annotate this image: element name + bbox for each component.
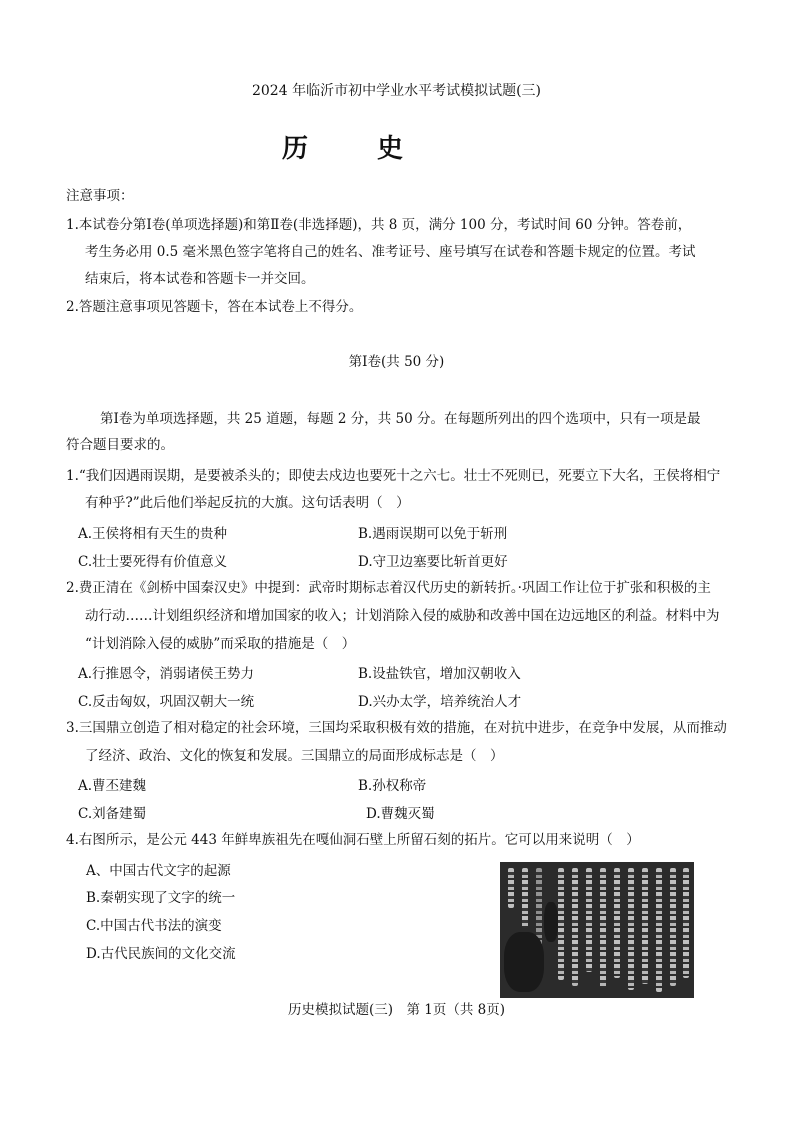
section-title: 第Ⅰ卷(共 50 分)	[348, 354, 445, 370]
question-stem-line: 有种乎?”此后他们举起反抗的大旗。这句话表明（ ）	[85, 495, 410, 511]
option-b[interactable]: B.遇雨误期可以免于斩刑	[358, 526, 508, 542]
option-a[interactable]: A、中国古代文字的起源	[86, 863, 231, 879]
subject-heading: 历 史	[282, 134, 434, 164]
question-stem-line: 2.费正清在《剑桥中国秦汉史》中提到：武帝时期标志着汉代历史的新转折。·巩固工作让位于扩张和积极的主	[66, 580, 711, 596]
inscription-rubbing-image	[500, 862, 694, 998]
question-stem-line: 3.三国鼎立创造了相对稳定的社会环境，三国均采取积极有效的措施，在对抗中进步，在竞争中发展，从而推动	[66, 720, 727, 736]
option-c[interactable]: C.反击匈奴，巩固汉朝大一统	[78, 694, 255, 710]
question-stem-line: 动行动……计划组织经济和增加国家的收入；计划消除入侵的威胁和改善中国在边远地区的利益。材料中为	[85, 608, 720, 624]
option-a[interactable]: A.曹丕建魏	[78, 778, 147, 794]
option-c[interactable]: C.中国古代书法的演变	[86, 918, 222, 934]
option-c[interactable]: C.壮士要死得有价值意义	[78, 554, 228, 570]
option-d[interactable]: D.曹魏灭蜀	[366, 806, 435, 822]
option-d[interactable]: D.兴办太学，培养统治人才	[358, 694, 522, 710]
question-stem-line: 了经济、政治、文化的恢复和发展。三国鼎立的局面形成标志是（ ）	[85, 748, 504, 764]
option-d[interactable]: D.守卫边塞要比斩首更好	[358, 554, 508, 570]
exam-title: 2024 年临沂市初中学业水平考试模拟试题(三)	[251, 83, 541, 99]
notice-heading: 注意事项：	[66, 188, 134, 204]
notice-item-2: 2.答题注意事项见答题卡，答在本试卷上不得分。	[66, 299, 363, 315]
option-b[interactable]: B.孙权称帝	[358, 778, 427, 794]
question-stem-line: 4.右图所示，是公元 443 年鲜卑族祖先在嘎仙洞石壁上所留石刻的拓片。它可以用来说明（ ）	[66, 832, 640, 848]
notice-item-1-line-2: 考生务必用 0.5 毫米黑色签字笔将自己的姓名、准考证号、座号填写在试卷和答题卡规定的位置。考试	[85, 244, 696, 260]
question-stem-line: “计划消除入侵的威胁”而采取的措施是（ ）	[85, 636, 356, 652]
section-intro-line-1: 第Ⅰ卷为单项选择题，共 25 道题，每题 2 分，共 50 分。在每题所列出的四个选项中，只有一项是最	[100, 411, 701, 427]
section-intro-line-2: 符合题目要求的。	[66, 437, 174, 453]
notice-item-1-line-1: 1.本试卷分第Ⅰ卷(单项选择题)和第Ⅱ卷(非选择题)，共 8 页，满分 100 分，考试时间 60 分钟。答卷前，	[66, 217, 692, 233]
option-a[interactable]: A.王侯将相有天生的贵种	[78, 526, 228, 542]
question-stem-line: 1.“我们因遇雨误期，是要被杀头的；即使去戍边也要死十之六七。壮士不死则已，死要立下大名，王侯将相宁	[66, 468, 721, 484]
notice-item-1-line-3: 结束后，将本试卷和答题卡一并交回。	[85, 271, 315, 287]
option-b[interactable]: B.设盐铁官，增加汉朝收入	[358, 666, 521, 682]
page-footer: 历史模拟试题(三) 第 1页（共 8页)	[287, 1002, 506, 1018]
option-d[interactable]: D.古代民族间的文化交流	[86, 946, 236, 962]
option-b[interactable]: B.秦朝实现了文字的统一	[86, 890, 236, 906]
option-c[interactable]: C.刘备建蜀	[78, 806, 147, 822]
option-a[interactable]: A.行推恩令，消弱诸侯王势力	[78, 666, 255, 682]
